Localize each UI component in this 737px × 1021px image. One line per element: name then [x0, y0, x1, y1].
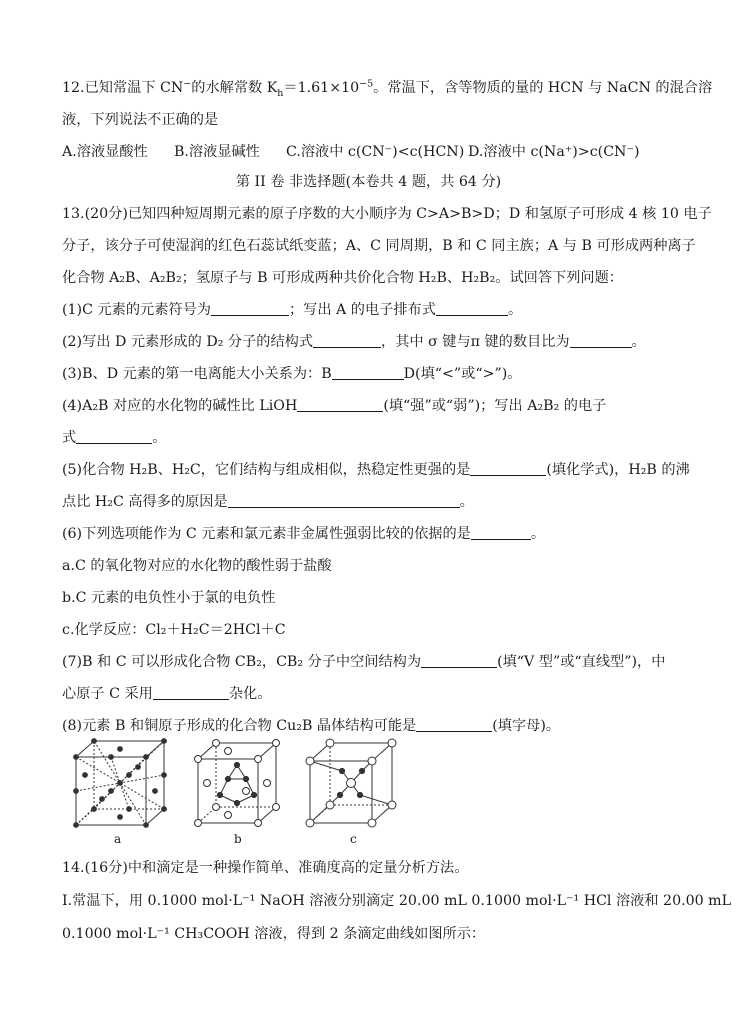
q13-part5-cont — [62, 492, 682, 512]
crystal-label-b: b — [234, 832, 242, 846]
answer-blank[interactable] — [421, 653, 497, 668]
q13-part6 — [62, 524, 682, 544]
crystal-label-a: a — [114, 832, 122, 846]
q12-sup: − — [183, 78, 192, 90]
q13-part6-option-a: a.C 的氧化物对应的水化物的酸性弱于盐酸 — [62, 558, 332, 574]
q13-part3 — [62, 364, 682, 384]
q12-sub: h — [277, 87, 284, 99]
q13-stem-line1: 13.(20分)已知四种短周期元素的原子序数的大小顺序为 C>A>B>D；D 和氢原子可形成 4 核 10 电子 — [62, 206, 712, 222]
answer-blank[interactable] — [436, 301, 508, 316]
q12-option-b: B.溶液显碱性 — [174, 144, 260, 160]
q13-part7-text: 杂化。 — [228, 686, 272, 702]
q13-part2-text: ，其中 σ 键与π 键的数目比为 — [381, 334, 570, 350]
crystal-structure-c-figure — [300, 735, 406, 833]
q13-part7-text: (填“V 型”或“直线型”)，中 — [497, 654, 666, 670]
q12-text: 12.已知常温下 CN — [62, 80, 184, 96]
crystal-structure-a-figure — [66, 735, 170, 833]
q14-stem-line3: 0.1000 mol·L⁻¹ CH₃COOH 溶液，得到 2 条滴定曲线如图所示： — [62, 926, 486, 942]
q12-line1 — [62, 78, 713, 99]
q13-stem-line2: 分子，该分子可使湿润的红色石蕊试纸变蓝；A、C 同周期，B 和 C 同主族；A 与 B 可形成两种离子 — [62, 238, 696, 254]
q13-part8-text: (8)元素 B 和铜原子形成的化合物 Cu₂B 晶体结构可能是 — [62, 718, 417, 734]
q12-option-a: A.溶液显酸性 — [62, 144, 148, 160]
q12-sup: −5 — [359, 78, 374, 90]
q13-part8-text: (填字母)。 — [492, 718, 561, 734]
q13-stem-line3: 化合物 A₂B、A₂B₂；氢原子与 B 可形成两种共价化合物 H₂B、H₂B₂。试回答下列问题： — [62, 270, 623, 286]
answer-blank[interactable] — [416, 717, 492, 732]
q13-part5-text: 。 — [459, 494, 474, 510]
q13-part6-text: 。 — [530, 526, 546, 542]
q13-part4-text: (4)A₂B 对应的水化物的碱性比 LiOH — [62, 398, 298, 414]
answer-blank[interactable] — [228, 493, 460, 508]
q13-part6-option-c: c.化学反应：Cl₂＋H₂C＝2HCl＋C — [62, 622, 286, 638]
q13-part3-text: (3)B、D 元素的第一电离能大小关系为：B — [62, 366, 332, 382]
q13-part1-text: 。 — [507, 302, 523, 318]
q13-part4-text: 。 — [152, 430, 167, 446]
q13-part7-text: 心原子 C 采用 — [62, 686, 153, 702]
q13-part8 — [62, 716, 682, 736]
q13-part5-text: (填化学式)，H₂B 的沸 — [546, 462, 690, 478]
q13-part2-text: 。 — [631, 334, 646, 350]
q14-stem-line2: I.常温下，用 0.1000 mol·L⁻¹ NaOH 溶液分别滴定 20.00 mL 0.1000 mol·L⁻¹ HCl 溶液和 20.00 mL — [62, 893, 732, 909]
answer-blank[interactable] — [470, 461, 546, 476]
q13-part7-cont — [62, 684, 682, 704]
crystal-structure-b-figure — [190, 735, 284, 833]
q13-part6-text: (6)下列选项能作为 C 元素和氯元素非金属性强弱比较的依据的是 — [62, 526, 471, 542]
section-title: 第 II 卷 非选择题(本卷共 4 题，共 64 分) — [235, 174, 502, 190]
q13-part1-text: ；写出 A 的电子排布式 — [288, 302, 436, 318]
q13-part2 — [62, 332, 682, 352]
q13-part5 — [62, 460, 690, 480]
q12-text: 的水解常数 K — [191, 80, 278, 96]
answer-blank[interactable] — [76, 429, 152, 444]
q13-part4-cont — [62, 428, 682, 448]
q14-stem-line1: 14.(16分)中和滴定是一种操作简单、准确度高的定量分析方法。 — [62, 860, 469, 876]
q13-part5-text: (5)化合物 H₂B、H₂C，它们结构与组成相似，热稳定性更强的是 — [62, 462, 471, 478]
q12-options — [62, 142, 682, 162]
q12-line2: 液，下列说法不正确的是 — [62, 112, 219, 128]
q12-option-c: C.溶液中 c(CN⁻)<c(HCN) — [286, 144, 465, 160]
answer-blank[interactable] — [297, 397, 383, 412]
q12-text: 。常温下，含等物质的量的 HCN 与 NaCN 的混合溶 — [373, 80, 713, 96]
q13-part4 — [62, 396, 682, 416]
q13-part4-text: 式 — [62, 430, 77, 446]
q13-part1-text: (1)C 元素的元素符号为 — [62, 302, 211, 318]
q13-part2-text: (2)写出 D 元素形成的 D₂ 分子的结构式 — [62, 334, 314, 350]
q13-part3-text: D(填“<”或“>”)。 — [403, 366, 522, 382]
q13-part7 — [62, 652, 682, 672]
crystal-label-c: c — [350, 832, 357, 846]
answer-blank[interactable] — [332, 365, 404, 380]
answer-blank[interactable] — [471, 525, 531, 540]
q12-text: ＝1.61×10 — [283, 80, 360, 96]
q13-part4-text: (填“强”或“弱”)；写出 A₂B₂ 的电子 — [383, 398, 607, 414]
answer-blank[interactable] — [313, 333, 381, 348]
answer-blank[interactable] — [570, 333, 632, 348]
q12-option-d: D.溶液中 c(Na⁺)>c(CN⁻) — [468, 144, 640, 160]
answer-blank[interactable] — [153, 685, 229, 700]
q13-part1 — [62, 300, 682, 320]
q13-part6-option-b: b.C 元素的电负性小于氯的电负性 — [62, 590, 276, 606]
q13-part5-text: 点比 H₂C 高得多的原因是 — [62, 494, 228, 510]
q13-part7-text: (7)B 和 C 可以形成化合物 CB₂，CB₂ 分子中空间结构为 — [62, 654, 422, 670]
answer-blank[interactable] — [211, 301, 289, 316]
